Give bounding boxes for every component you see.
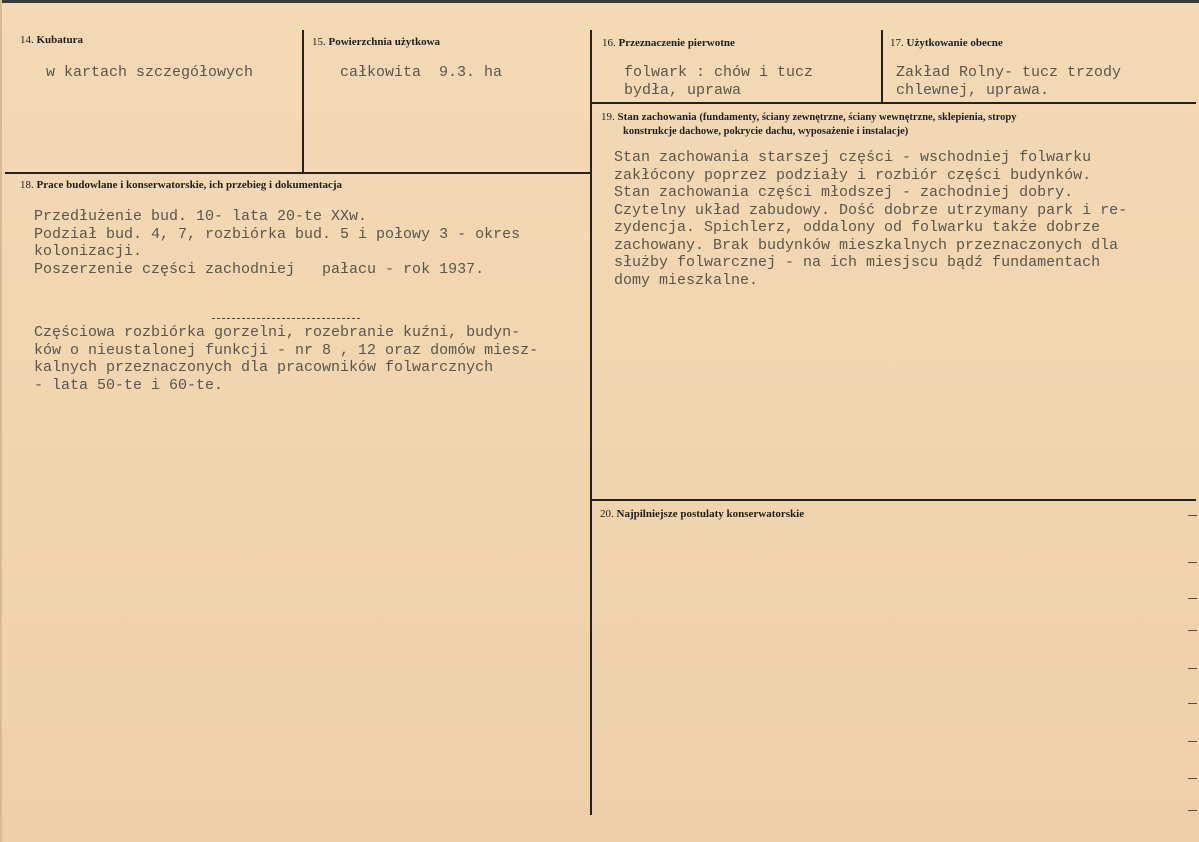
field-15-value: całkowita 9.3. ha — [340, 64, 503, 81]
grid-line — [590, 102, 1196, 104]
card-top-edge — [0, 0, 1199, 3]
field-19-value: Stan zachowania starszej części - wschodniej folwarku zakłócony poprzez podziały i rozbiór części budynków. Stan zachowania części młodszej - zachodniej dobry. Czytelny układ zabudowy. Dość dobrze utrzymany park i re- zydencja. Spichlerz, oddalony od folwarku także dobrze zachowany. Brak budynków mieszkalnych przeznaczonych dla służby folwarcznej - na ich miesjscu bądź fundamentach domy mieszkalne. — [614, 149, 1128, 289]
field-number: 19. — [601, 111, 615, 123]
grid-line — [590, 30, 592, 815]
grid-line — [302, 30, 304, 172]
field-16-value: folwark : chów i tucz bydła, uprawa — [624, 64, 814, 99]
grid-line — [5, 172, 591, 174]
field-title: Przeznaczenie pierwotne — [618, 37, 735, 49]
field-subtitle: konstrukcje dachowe, pokrycie dachu, wyposażenie i instalacje) — [623, 126, 909, 137]
field-18-value-works: Przedłużenie bud. 10- lata 20-te XXw. Podział bud. 4, 7, rozbiórka bud. 5 i połowy 3 - okres kolonizacji. Poszerzenie części zachodniej pałacu - rok 1937. — [34, 208, 521, 278]
grid-line — [881, 30, 883, 102]
field-20-label — [600, 507, 804, 521]
field-subtitle: (fundamenty, ściany zewnętrzne, ściany wewnętrzne, sklepienia, stropy — [699, 112, 1017, 123]
section-separator — [212, 318, 360, 319]
field-19-label — [601, 110, 1017, 125]
field-number: 18. — [20, 179, 34, 191]
field-title: Kubatura — [36, 34, 83, 46]
field-title: Najpilniejsze postulaty konserwatorskie — [616, 508, 805, 520]
field-title: Prace budowlane i konserwatorskie, ich przebieg i dokumentacja — [36, 179, 343, 191]
field-title: Powierzchnia użytkowa — [328, 36, 441, 48]
field-number: 16. — [602, 37, 616, 49]
field-16-label — [602, 36, 735, 50]
field-17-value: Zakład Rolny- tucz trzody chlewnej, uprawa. — [896, 64, 1122, 99]
field-title: Stan zachowania — [617, 111, 697, 123]
field-18-label — [20, 178, 342, 192]
field-14-label — [20, 33, 83, 47]
field-18-value-demolitions: Częściowa rozbiórka gorzelni, rozebranie kuźni, budyn- ków o nieustalonej funkcji - nr 8 , 12 oraz domów miesz- kalnych przeznaczonych dla pracowników folwarcznych - lata 50-te i 60-te. — [34, 324, 539, 394]
card-stack-edge — [1188, 0, 1199, 842]
field-14-value: w kartach szczegółowych — [46, 64, 254, 81]
field-number: 14. — [20, 34, 34, 46]
grid-line — [590, 499, 1196, 501]
field-number: 17. — [890, 37, 904, 49]
field-number: 15. — [312, 36, 326, 48]
field-17-label — [890, 36, 1003, 50]
field-15-label — [312, 35, 440, 49]
field-number: 20. — [600, 508, 614, 520]
field-19-subtitle-line-2 — [623, 124, 908, 139]
field-title: Użytkowanie obecne — [906, 37, 1003, 49]
card-left-edge — [0, 0, 2, 842]
